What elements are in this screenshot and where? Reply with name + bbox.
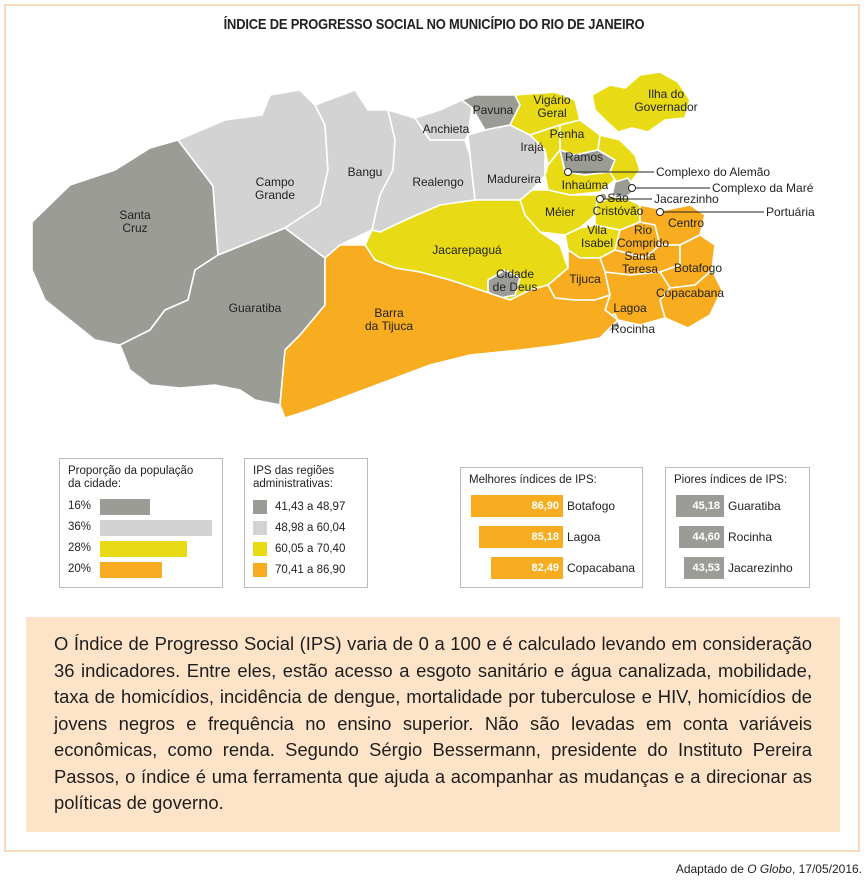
region-label-barra-da-tijuca: Barra da Tijuca <box>364 306 414 333</box>
source-prefix: Adaptado de <box>675 862 748 876</box>
callout-label-complexo-do-alemao: Complexo do Alemão <box>656 165 771 179</box>
region-label-anchieta: Anchieta <box>422 122 470 136</box>
region-label-meier: Méier <box>544 205 576 219</box>
region-label-jacarepagua: Jacarepaguá <box>432 243 502 257</box>
ips-swatch <box>253 542 267 556</box>
region-label-cidade-de-deus: Cidade de Deus <box>492 267 538 294</box>
worst-index-name: Guaratiba <box>728 499 781 513</box>
legend-population <box>59 458 223 588</box>
ips-range-label: 41,43 a 48,97 <box>275 501 346 513</box>
region-label-campo-grande: Campo Grande <box>254 175 296 202</box>
best-index-header: Melhores índices de IPS: <box>469 474 597 486</box>
callout-dot-portuaria <box>657 209 664 216</box>
best-index-name: Copacabana <box>567 561 636 575</box>
region-label-iraja: Irajá <box>520 140 544 154</box>
region-label-madureira: Madureira <box>486 172 542 186</box>
population-pct-label: 20% <box>68 563 92 575</box>
ips-swatch <box>253 500 267 514</box>
population-bar <box>100 562 162 578</box>
region-label-lagoa: Lagoa <box>613 301 647 315</box>
callout-label-portuaria: Portuária <box>766 205 815 219</box>
region-label-bangu: Bangu <box>347 165 383 179</box>
callout-label-jacarezinho: Jacarezinho <box>654 192 719 206</box>
callout-dot-alemao <box>565 169 572 176</box>
ips-legend-row <box>253 499 345 515</box>
callout-dot-jacarezinho <box>597 196 604 203</box>
worst-index-name: Jacarezinho <box>728 561 793 575</box>
best-index-name: Botafogo <box>567 499 616 513</box>
region-label-botafogo: Botafogo <box>673 261 723 275</box>
region-label-copacabana: Copacabana <box>655 286 725 300</box>
region-label-realengo: Realengo <box>412 175 464 189</box>
region-label-rio-comprido: Rio Comprido <box>616 223 670 250</box>
source-credit <box>676 862 862 876</box>
infographic-title: ÍNDICE DE PROGRESSO SOCIAL NO MUNICÍPIO DO RIO DE JANEIRO <box>223 16 645 33</box>
region-label-guaratiba: Guaratiba <box>228 301 282 315</box>
region-label-santa-teresa: Santa Teresa <box>621 249 659 276</box>
population-pct-label: 36% <box>68 521 92 533</box>
region-label-sao-cristovao: São Cristóvão <box>592 191 644 218</box>
source-publication: O Globo <box>747 862 792 876</box>
ips-legend-row <box>253 541 345 557</box>
region-label-pavuna: Pavuna <box>472 103 514 117</box>
best-index-panel <box>460 467 643 588</box>
population-pct-label: 16% <box>68 500 92 512</box>
worst-index-bar: 43,53 <box>684 557 724 579</box>
region-label-vigario-geral: Vigário Geral <box>533 93 571 120</box>
worst-index-header: Piores índices de IPS: <box>674 474 788 486</box>
region-label-penha: Penha <box>549 127 585 141</box>
best-index-bar: 82,49 <box>491 557 563 579</box>
source-suffix: , 17/05/2016. <box>791 862 862 876</box>
best-index-name: Lagoa <box>567 530 601 544</box>
ips-range-label: 48,98 a 60,04 <box>275 522 346 534</box>
worst-index-name: Rocinha <box>728 530 773 544</box>
population-pct-label: 28% <box>68 542 92 554</box>
callout-dot-mare <box>629 185 636 192</box>
worst-index-bar: 45,18 <box>676 495 724 517</box>
region-label-rocinha: Rocinha <box>610 322 656 336</box>
region-label-ilha-do-governador: Ilha do Governador <box>634 87 698 114</box>
legend-ips-header: IPS das regiões administrativas: <box>253 465 335 490</box>
ips-range-label: 70,41 a 86,90 <box>275 564 346 576</box>
population-bar <box>100 541 187 557</box>
ips-legend-row <box>253 520 345 536</box>
description-text: O Índice de Progresso Social (IPS) varia de 0 a 100 e é calculado levando em consideração 36 indicadores. Entre eles, estão acesso a esgoto sanitário e água canalizada, mobilidade, taxa de homicídios, incidência de dengue, mortalidade por tuberculose e HIV, homicídios de jovens negros e frequência no ensino superior. Não são levadas em conta variáveis econômicas, como renda. Segundo Sérgio Bessermann, presidente do Instituto Pereira Passos, o índice é uma ferramenta que ajuda a acompanhar as mudanças e a direcionar as políticas de governo. <box>54 633 812 813</box>
worst-index-panel <box>665 467 810 588</box>
region-label-centro: Centro <box>667 216 705 230</box>
legend-ips <box>244 458 368 588</box>
population-bar <box>100 520 212 536</box>
best-index-bar: 86,90 <box>471 495 563 517</box>
callout-label-complexo-da-mare: Complexo da Maré <box>712 181 814 195</box>
ips-legend-row <box>253 562 345 578</box>
region-label-vila-isabel: Vila Isabel <box>580 223 614 250</box>
region-label-santa-cruz: Santa Cruz <box>119 208 151 235</box>
region-label-inhauma: Inhaúma <box>561 178 609 192</box>
population-bar <box>100 499 150 515</box>
region-label-tijuca: Tijuca <box>569 272 601 286</box>
ips-swatch <box>253 521 267 535</box>
legend-population-header: Proporção da população da cidade: <box>68 465 194 490</box>
ips-range-label: 60,05 a 70,40 <box>275 543 346 555</box>
region-label-ramos: Ramos <box>564 150 604 164</box>
description-box <box>26 617 840 832</box>
worst-index-bar: 44,60 <box>679 526 724 548</box>
best-index-bar: 85,18 <box>479 526 563 548</box>
ips-swatch <box>253 563 267 577</box>
